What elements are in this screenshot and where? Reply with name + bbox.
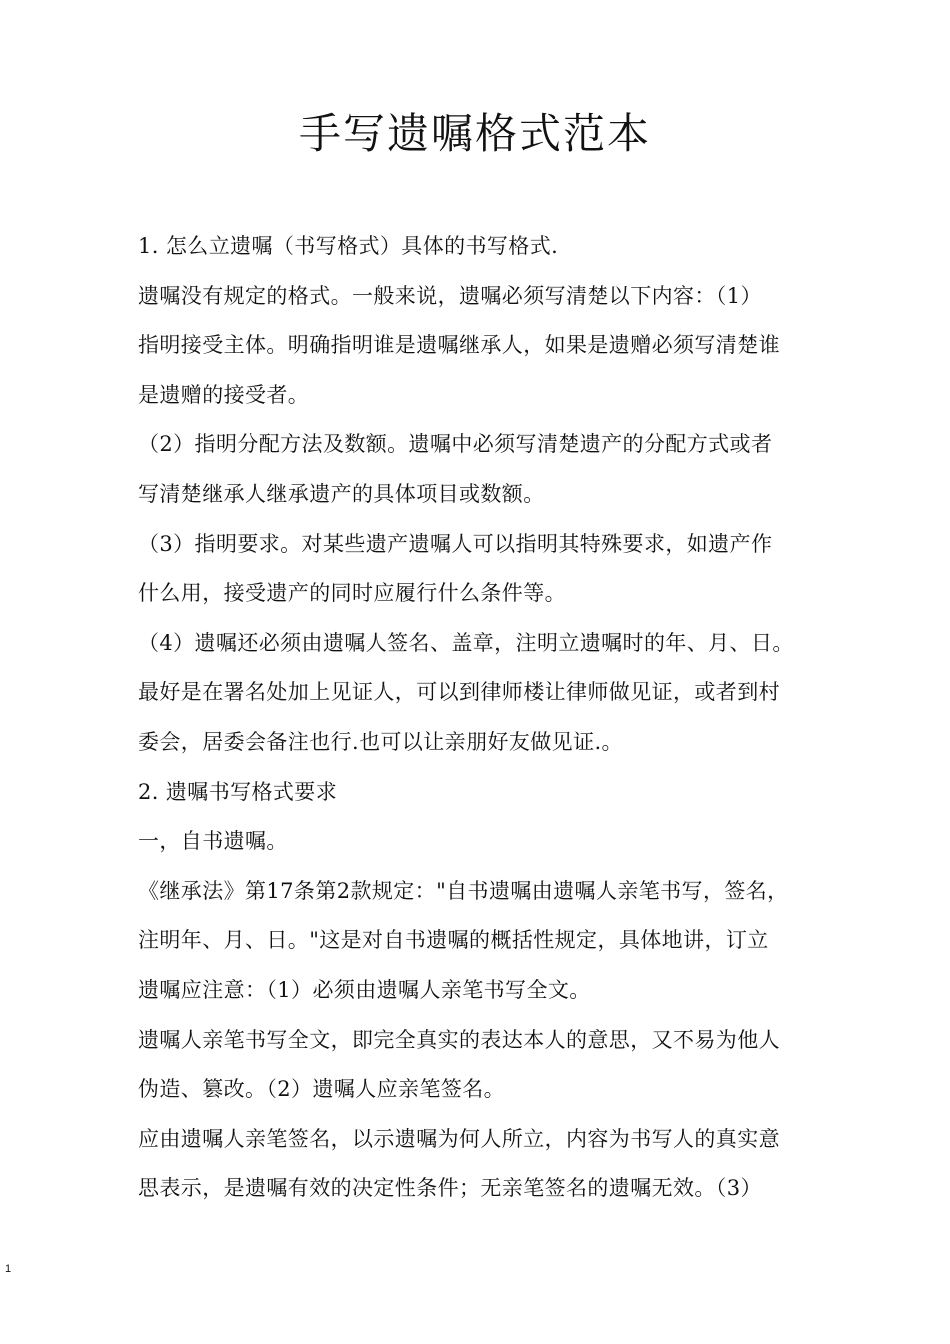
text-line: 思表示，是遗嘱有效的决定性条件；无亲笔签名的遗嘱无效。（3）: [138, 1176, 762, 1201]
text-line: 《继承法》第17条第2款规定："自书遗嘱由遗嘱人亲笔书写，签名，: [138, 878, 789, 903]
text-line: 一，自书遗嘱。: [138, 829, 288, 854]
text-line: （2）指明分配方法及数额。遗嘱中必须写清楚遗产的分配方式或者: [138, 432, 773, 457]
text-line: 最好是在署名处加上见证人，可以到律师楼让律师做见证，或者到村: [138, 680, 780, 705]
page-number: 1: [5, 1263, 12, 1275]
text-line: 遗嘱人亲笔书写全文，即完全真实的表达本人的意思，又不易为他人: [138, 1027, 780, 1052]
text-line: 是遗赠的接受者。: [138, 382, 310, 407]
text-line: 注明年、月、日。"这是对自书遗嘱的概括性规定，具体地讲，订立: [138, 928, 769, 953]
text-line: 遗嘱没有规定的格式。一般来说，遗嘱必须写清楚以下内容：（1）: [138, 283, 762, 308]
text-line: 伪造、篡改。（2）遗嘱人应亲笔签名。: [138, 1077, 506, 1102]
text-line: 什么用，接受遗产的同时应履行什么条件等。: [138, 581, 566, 606]
document-title: 手写遗嘱格式范本: [298, 109, 651, 158]
text-line: 委会，居委会备注也行.也可以让亲朋好友做见证.。: [138, 729, 623, 754]
document-body: [138, 222, 828, 1214]
text-line: （4）遗嘱还必须由遗嘱人签名、盖章，注明立遗嘱时的年、月、日。: [138, 630, 794, 655]
text-line: 2. 遗嘱书写格式要求: [138, 779, 338, 804]
text-line: 指明接受主体。明确指明谁是遗嘱继承人，如果是遗赠必须写清楚谁: [138, 333, 780, 358]
text-line: 遗嘱应注意：（1）必须由遗嘱人亲笔书写全文。: [138, 977, 591, 1002]
text-line: （3）指明要求。对某些遗产遗嘱人可以指明其特殊要求，如遗产作: [138, 531, 773, 556]
text-line: 1. 怎么立遗嘱（书写格式）具体的书写格式.: [138, 234, 559, 258]
text-line: 应由遗嘱人亲笔签名，以示遗嘱为何人所立，内容为书写人的真实意: [138, 1126, 780, 1151]
text-line: 写清楚继承人继承遗产的具体项目或数额。: [138, 481, 545, 506]
